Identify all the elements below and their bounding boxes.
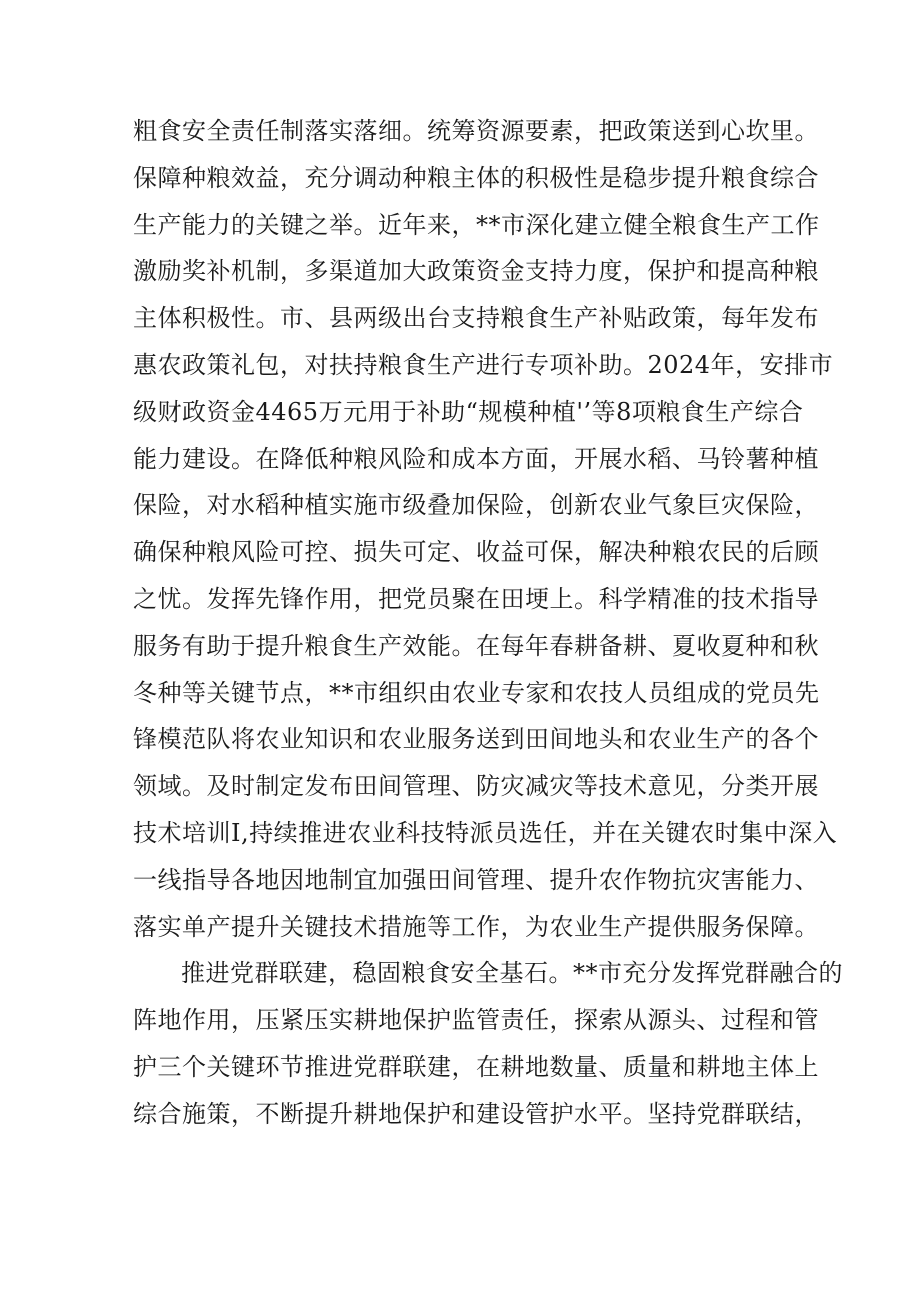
paragraph-start-line: 推进党群联建，稳固粮食安全基石。**市充分发挥党群融合的	[181, 959, 843, 988]
text-line: 惠农政策礼包，对扶持粮食生产进行专项补助。2024年，安排市	[133, 350, 834, 379]
text-line: 领域。及时制定发布田间管理、防灾减灾等技术意见，分类开展	[133, 772, 819, 801]
text-line: 确保种粮风险可控、损失可定、收益可保，解决种粮农民的后顾	[133, 538, 819, 567]
text-line: 保障种粮效益，充分调动种粮主体的积极性是稳步提升粮食综合	[133, 163, 819, 192]
body-text	[133, 108, 843, 1138]
text-line: 阵地作用，压紧压实耕地保护监管责任，探索从源头、过程和管	[133, 1006, 819, 1035]
text-line: 激励奖补机制，多渠道加大政策资金支持力度，保护和提高种粮	[133, 257, 819, 286]
text-line: 护三个关键环节推进党群联建，在耕地数量、质量和耕地主体上	[133, 1052, 819, 1081]
text-line: 粗食安全责任制落实落细。统筹资源要素，把政策送到心坎里。	[133, 117, 819, 145]
text-line: 级财政资金4465万元用于补助“规模种植'’等8项粮食生产综合	[133, 397, 804, 426]
text-line: 保险，对水稻种植实施市级叠加保险，创新农业气象巨灾保险，	[133, 491, 819, 520]
text-line: 技术培训I,持续推进农业科技特派员选任，并在关键农时集中深入	[133, 818, 838, 847]
text-line: 主体积极性。市、县两级出台支持粮食生产补贴政策，每年发布	[133, 304, 819, 333]
text-line: 之忧。发挥先锋作用，把党员聚在田埂上。科学精准的技术指导	[133, 584, 819, 613]
text-line: 服务有助于提升粮食生产效能。在每年春耕备耕、夏收夏种和秋	[133, 631, 819, 660]
text-line: 一线指导各地因地制宜加强田间管理、提升农作物抗灾害能力、	[133, 865, 819, 894]
text-line: 冬种等关键节点，**市组织由农业专家和农技人员组成的党员先	[133, 678, 820, 707]
text-line: 生产能力的关键之举。近年来，**市深化建立健全粮食生产工作	[133, 210, 820, 239]
text-line: 综合施策，不断提升耕地保护和建设管护水平。坚持党群联结，	[133, 1099, 819, 1128]
text-line: 能力建设。在降低种粮风险和成本方面，开展水稻、马铃薯种植	[133, 444, 819, 473]
text-line: 锋模范队将农业知识和农业服务送到田间地头和农业生产的各个	[133, 725, 819, 754]
text-line: 落实单产提升关键技术措施等工作，为农业生产提供服务保障。	[133, 912, 819, 941]
